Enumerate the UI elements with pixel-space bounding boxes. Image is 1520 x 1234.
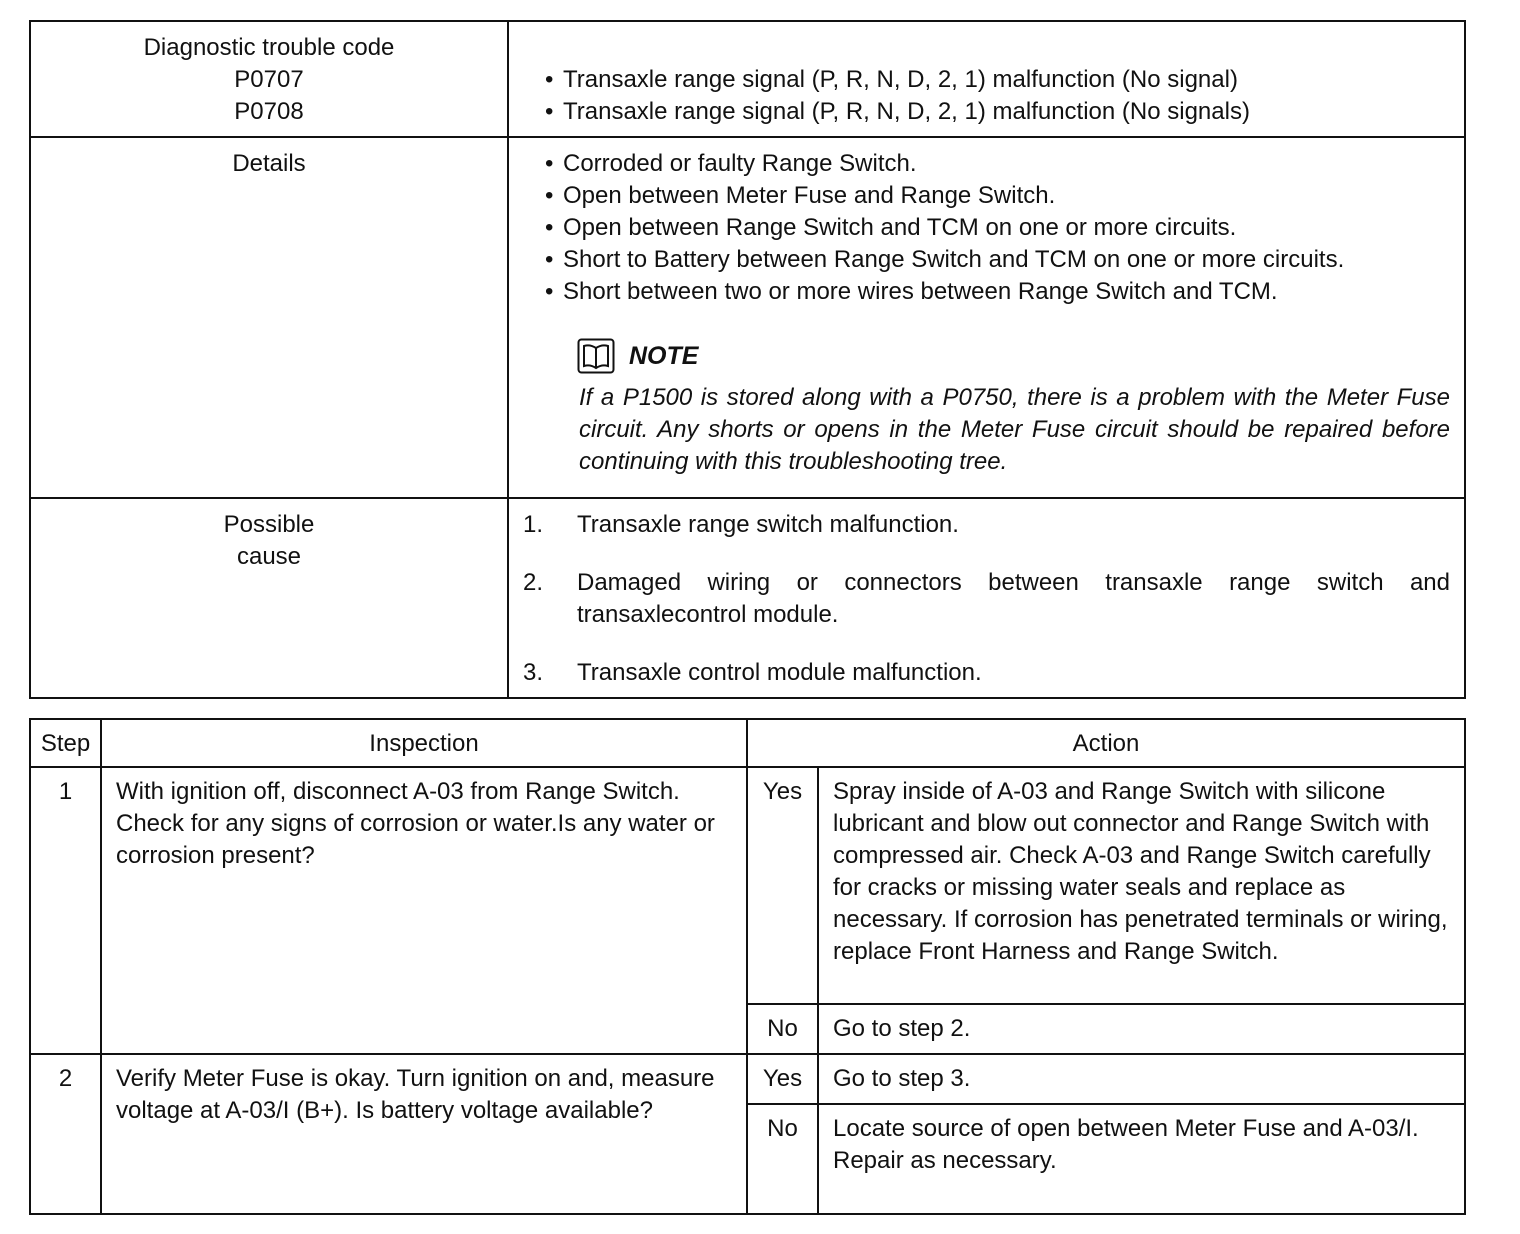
cause-item	[523, 509, 1450, 541]
step-number: 1	[30, 767, 101, 1054]
yes-action: Go to step 3.	[818, 1054, 1465, 1104]
details-content-cell	[508, 137, 1465, 498]
inspection-text: With ignition off, disconnect A-03 from Range Switch. Check for any signs of corrosion or water.Is any water or corrosion present?	[101, 767, 747, 1054]
cause-number: 1.	[523, 511, 544, 538]
dtc-code: P0707	[234, 66, 304, 93]
yes-action: Spray inside of A-03 and Range Switch with silicone lubricant and blow out connector and Range Switch with compressed air. Check A-03 and Range Switch carefully for cracks or missing water seals and replace as necessary. If corrosion has penetrated terminals or wiring, replace Front Harness and Range Switch.	[818, 767, 1465, 1004]
details-item: • Short between two or more wires between Range Switch and TCM.	[523, 276, 1450, 308]
inspection-text: Verify Meter Fuse is okay. Turn ignition on and, measure voltage at A-03/I (B+). Is battery voltage available?	[101, 1054, 747, 1214]
book-icon	[577, 338, 615, 374]
cause-label-cell	[30, 498, 508, 698]
note-header	[577, 338, 1450, 374]
details-label-cell	[30, 137, 508, 498]
details-item: • Open between Meter Fuse and Range Switch.	[523, 180, 1450, 212]
details-list	[523, 148, 1450, 308]
dtc-code: P0708	[234, 98, 304, 125]
no-action: Locate source of open between Meter Fuse and A-03/I. Repair as necessary.	[818, 1104, 1465, 1214]
dtc-item: • Transaxle range signal (P, R, N, D, 2, 1) malfunction (No signal)	[523, 64, 1450, 96]
details-label: Details	[232, 150, 306, 177]
yes-label: Yes	[747, 767, 818, 1004]
cause-row	[30, 498, 1465, 698]
cause-label: Possible	[223, 511, 315, 538]
table-row	[30, 1054, 1465, 1104]
dtc-label-cell	[30, 21, 508, 137]
step-number: 2	[30, 1054, 101, 1214]
no-label: No	[747, 1004, 818, 1054]
details-item: • Corroded or faulty Range Switch.	[523, 148, 1450, 180]
yes-label: Yes	[747, 1054, 818, 1104]
dtc-info-table	[29, 20, 1466, 699]
dtc-row	[30, 21, 1465, 137]
details-row	[30, 137, 1465, 498]
cause-list	[523, 509, 1450, 689]
cause-item	[523, 567, 1450, 631]
details-item: • Open between Range Switch and TCM on one or more circuits.	[523, 212, 1450, 244]
note-title: NOTE	[629, 342, 699, 370]
cause-label: cause	[236, 543, 302, 570]
header-row	[30, 719, 1465, 767]
action-header: Action	[747, 719, 1465, 767]
cause-item	[523, 657, 1450, 689]
cause-number: 3.	[523, 659, 544, 686]
cause-text: Transaxle range switch malfunction.	[577, 511, 959, 538]
cause-number: 2.	[523, 569, 544, 596]
troubleshooting-step-table	[29, 718, 1466, 1215]
details-item: • Short to Battery between Range Switch and TCM on one or more circuits.	[523, 244, 1450, 276]
table-row	[30, 767, 1465, 1004]
inspection-header: Inspection	[101, 719, 747, 767]
cause-content-cell	[508, 498, 1465, 698]
dtc-content-cell	[508, 21, 1465, 137]
no-label: No	[747, 1104, 818, 1214]
dtc-item: • Transaxle range signal (P, R, N, D, 2, 1) malfunction (No signals)	[523, 96, 1450, 128]
note-text: If a P1500 is stored along with a P0750, there is a problem with the Meter Fuse circuit. Any shorts or opens in the Meter Fuse circuit should be repaired before continuing with this troubleshooting tree.	[579, 384, 1450, 475]
step-header: Step	[30, 719, 101, 767]
cause-text: Transaxle control module malfunction.	[577, 659, 982, 686]
cause-text: Damaged wiring or connectors between transaxle range switch and transaxlecontrol module.	[577, 569, 1450, 628]
dtc-label: Diagnostic trouble code	[143, 34, 395, 61]
no-action: Go to step 2.	[818, 1004, 1465, 1054]
dtc-list	[523, 64, 1450, 128]
